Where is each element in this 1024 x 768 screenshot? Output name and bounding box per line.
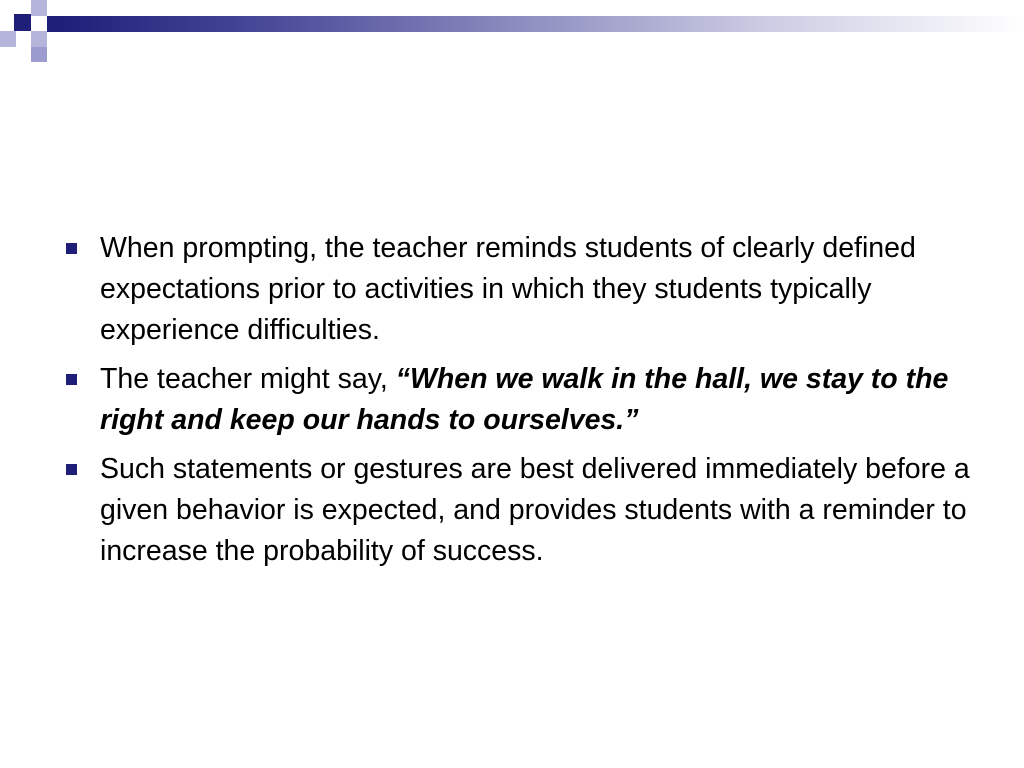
bullet-text-2: The teacher might say, [100, 363, 396, 395]
square-bullet-icon [66, 243, 77, 254]
decor-square-dark-2 [47, 16, 62, 32]
bullet-quote: “When we walk in the hall, we stay to the right and keep our hands to ourselves.” [100, 363, 949, 436]
header-gradient-bar [62, 16, 1024, 32]
decor-square-mid-1 [47, 0, 62, 16]
decor-square-light-4 [31, 47, 47, 62]
decor-square-light-3 [31, 31, 47, 47]
bullet-list [62, 228, 982, 580]
square-bullet-icon [66, 374, 77, 385]
bullet-item-2 [62, 359, 982, 441]
bullet-text-3: Such statements or gestures are best delivered immediately before a given behavior is expected, and provides students with a reminder to increase the probability of success. [100, 453, 970, 567]
bullet-item-3 [62, 449, 982, 572]
bullet-item-1 [62, 228, 982, 351]
decor-square-light-1 [31, 0, 47, 16]
decor-square-dark-1 [14, 14, 31, 31]
bullet-text-1: When prompting, the teacher reminds students of clearly defined expectations prior to activities in which they students typically experience difficulties. [100, 232, 916, 346]
square-bullet-icon [66, 464, 77, 475]
decor-square-light-2 [0, 31, 16, 47]
